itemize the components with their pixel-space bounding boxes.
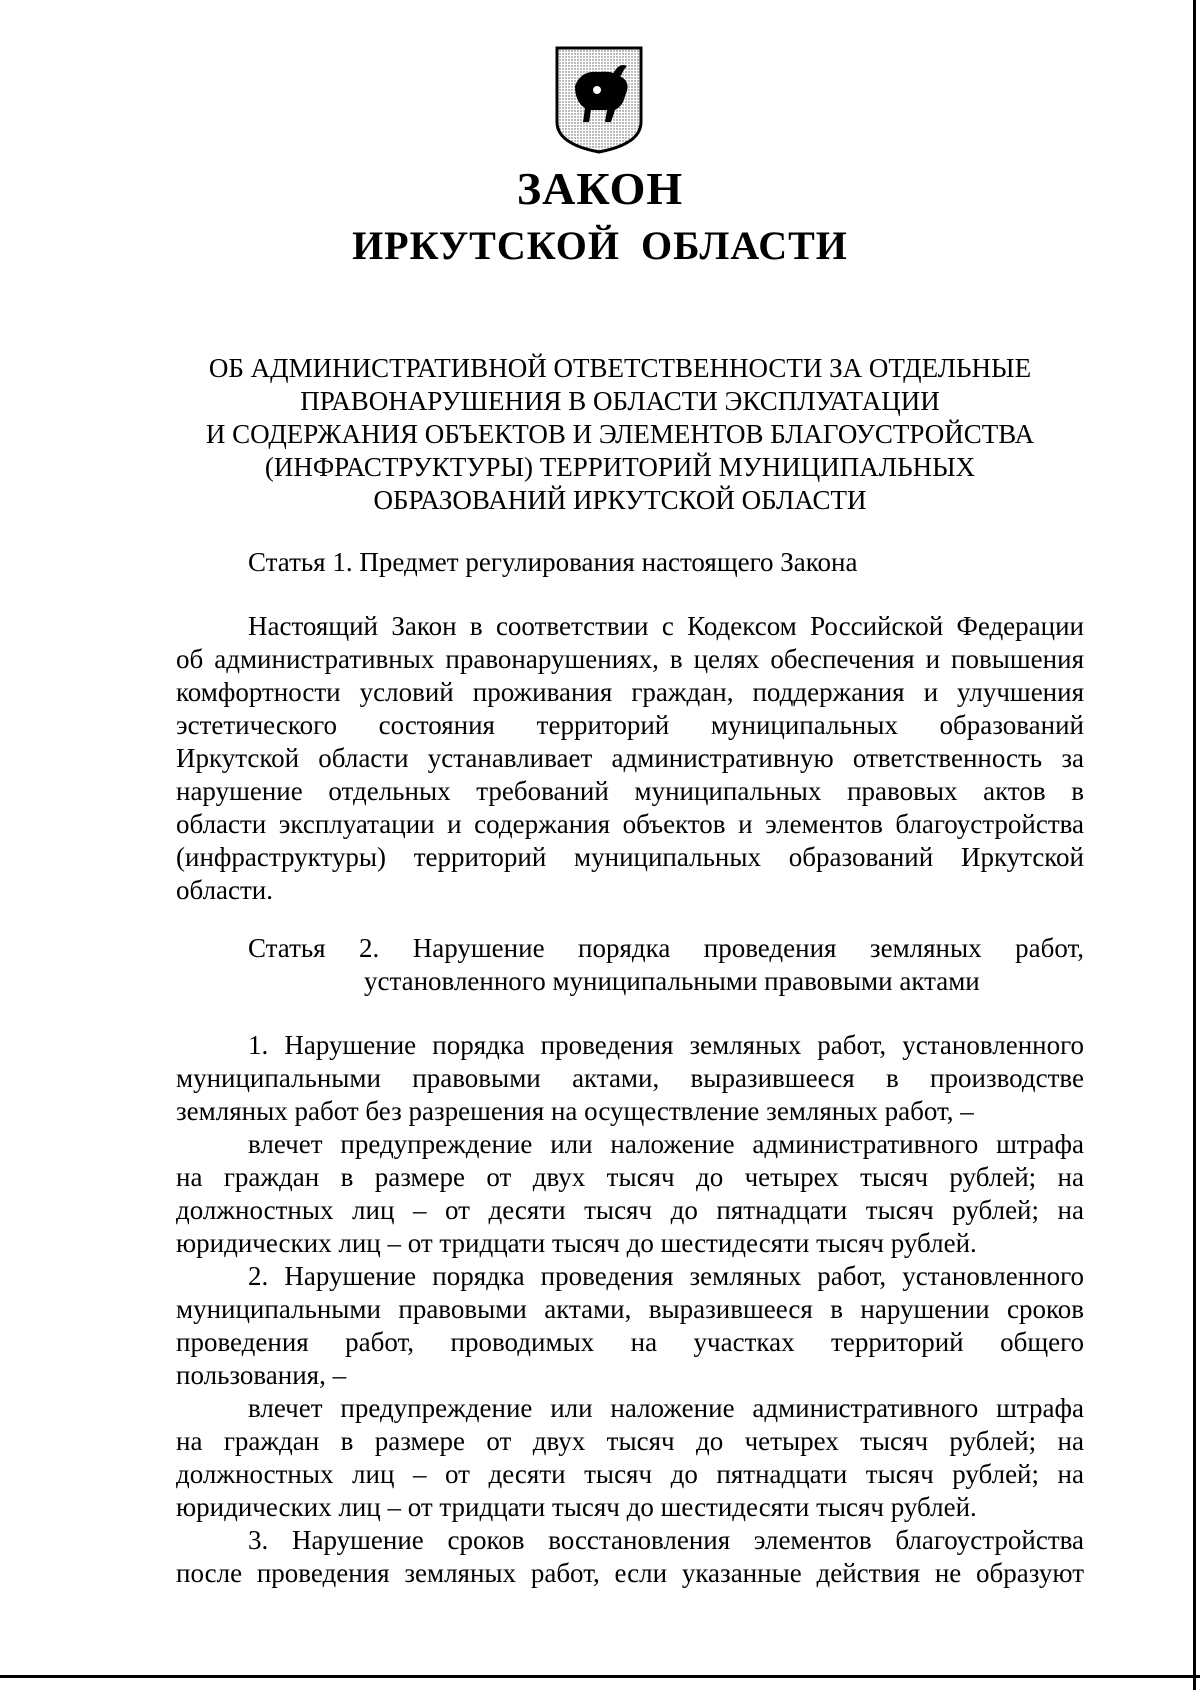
paragraph-line: пользования, –: [176, 1360, 347, 1390]
paragraph-line: влечет предупреждение или наложение административного штрафа: [248, 1129, 1084, 1159]
paragraph-line: Настоящий Закон в соответствии с Кодексом Российской Федерации: [248, 611, 1084, 641]
paragraph-line: на граждан в размере от двух тысяч до четырех тысяч рублей; на: [176, 1162, 1084, 1192]
paragraph-line: об административных правонарушениях, в целях обеспечения и повышения: [176, 644, 1084, 674]
paragraph-line: юридических лиц – от тридцати тысяч до шестидесяти тысяч рублей.: [176, 1492, 977, 1522]
article-2-heading: Статья 2. Нарушение порядка проведения земляных работ,: [248, 933, 1084, 963]
article-1-body: [176, 610, 1084, 907]
article-1-heading: Статья 1. Предмет регулирования настоящего Закона: [248, 547, 858, 577]
paragraph-line: эстетического состояния территорий муниципальных образований: [176, 710, 1084, 740]
paragraph-line: после проведения земляных работ, если указанные действия не образуют: [176, 1558, 1084, 1588]
paragraph-line: на граждан в размере от двух тысяч до четырех тысяч рублей; на: [176, 1426, 1084, 1456]
coat-of-arms-icon: [553, 44, 645, 156]
paragraph-line: 1. Нарушение порядка проведения земляных работ, установленного: [248, 1030, 1084, 1060]
paragraph-line: комфортности условий проживания граждан, поддержания и улучшения: [176, 677, 1084, 707]
paragraph-line: 3. Нарушение сроков восстановления элементов благоустройства: [248, 1525, 1084, 1555]
paragraph-line: юридических лиц – от тридцати тысяч до шестидесяти тысяч рублей.: [176, 1228, 977, 1258]
paragraph-line: нарушение отдельных требований муниципальных правовых актов в: [176, 776, 1084, 806]
paragraph-line: области эксплуатации и содержания объектов и элементов благоустройства: [176, 809, 1084, 839]
document-subtitle: ИРКУТСКОЙ ОБЛАСТИ: [352, 223, 848, 268]
scan-edge-bottom: [0, 1675, 1200, 1678]
paragraph-line: должностных лиц – от десяти тысяч до пятнадцати тысяч рублей; на: [176, 1195, 1084, 1225]
law-name-line: (ИНФРАСТРУКТУРЫ) ТЕРРИТОРИЙ МУНИЦИПАЛЬНЫХ: [264, 452, 976, 482]
law-name-line: ОБ АДМИНИСТРАТИВНОЙ ОТВЕТСТВЕННОСТИ ЗА ОТДЕЛЬНЫЕ: [208, 353, 1032, 383]
article-2-heading-cont: установленного муниципальными правовыми актами: [364, 966, 980, 996]
paragraph-line: области.: [176, 875, 274, 905]
law-name-line: И СОДЕРЖАНИЯ ОБЪЕКТОВ И ЭЛЕМЕНТОВ БЛАГОУСТРОЙСТВА: [205, 419, 1035, 449]
paragraph-line: проведения работ, проводимых на участках территорий общего: [176, 1327, 1084, 1357]
paragraph-line: (инфраструктуры) территорий муниципальных образований Иркутской: [176, 842, 1084, 872]
document-title: ЗАКОН: [516, 163, 684, 214]
law-name: [170, 352, 1070, 517]
article-2-body: [176, 1029, 1084, 1590]
paragraph-line: земляных работ без разрешения на осуществление земляных работ, –: [176, 1096, 974, 1126]
paragraph-line: влечет предупреждение или наложение административного штрафа: [248, 1393, 1084, 1423]
paragraph-line: должностных лиц – от десяти тысяч до пятнадцати тысяч рублей; на: [176, 1459, 1084, 1489]
law-name-line: ПРАВОНАРУШЕНИЯ В ОБЛАСТИ ЭКСПЛУАТАЦИИ: [300, 386, 940, 416]
paragraph-line: муниципальными правовыми актами, выразившееся в нарушении сроков: [176, 1294, 1084, 1324]
law-name-line: ОБРАЗОВАНИЙ ИРКУТСКОЙ ОБЛАСТИ: [373, 485, 867, 515]
paragraph-line: 2. Нарушение порядка проведения земляных работ, установленного: [248, 1261, 1084, 1291]
paragraph-line: муниципальными правовыми актами, выразившееся в производстве: [176, 1063, 1084, 1093]
paragraph-line: Иркутской области устанавливает административную ответственность за: [176, 743, 1084, 773]
